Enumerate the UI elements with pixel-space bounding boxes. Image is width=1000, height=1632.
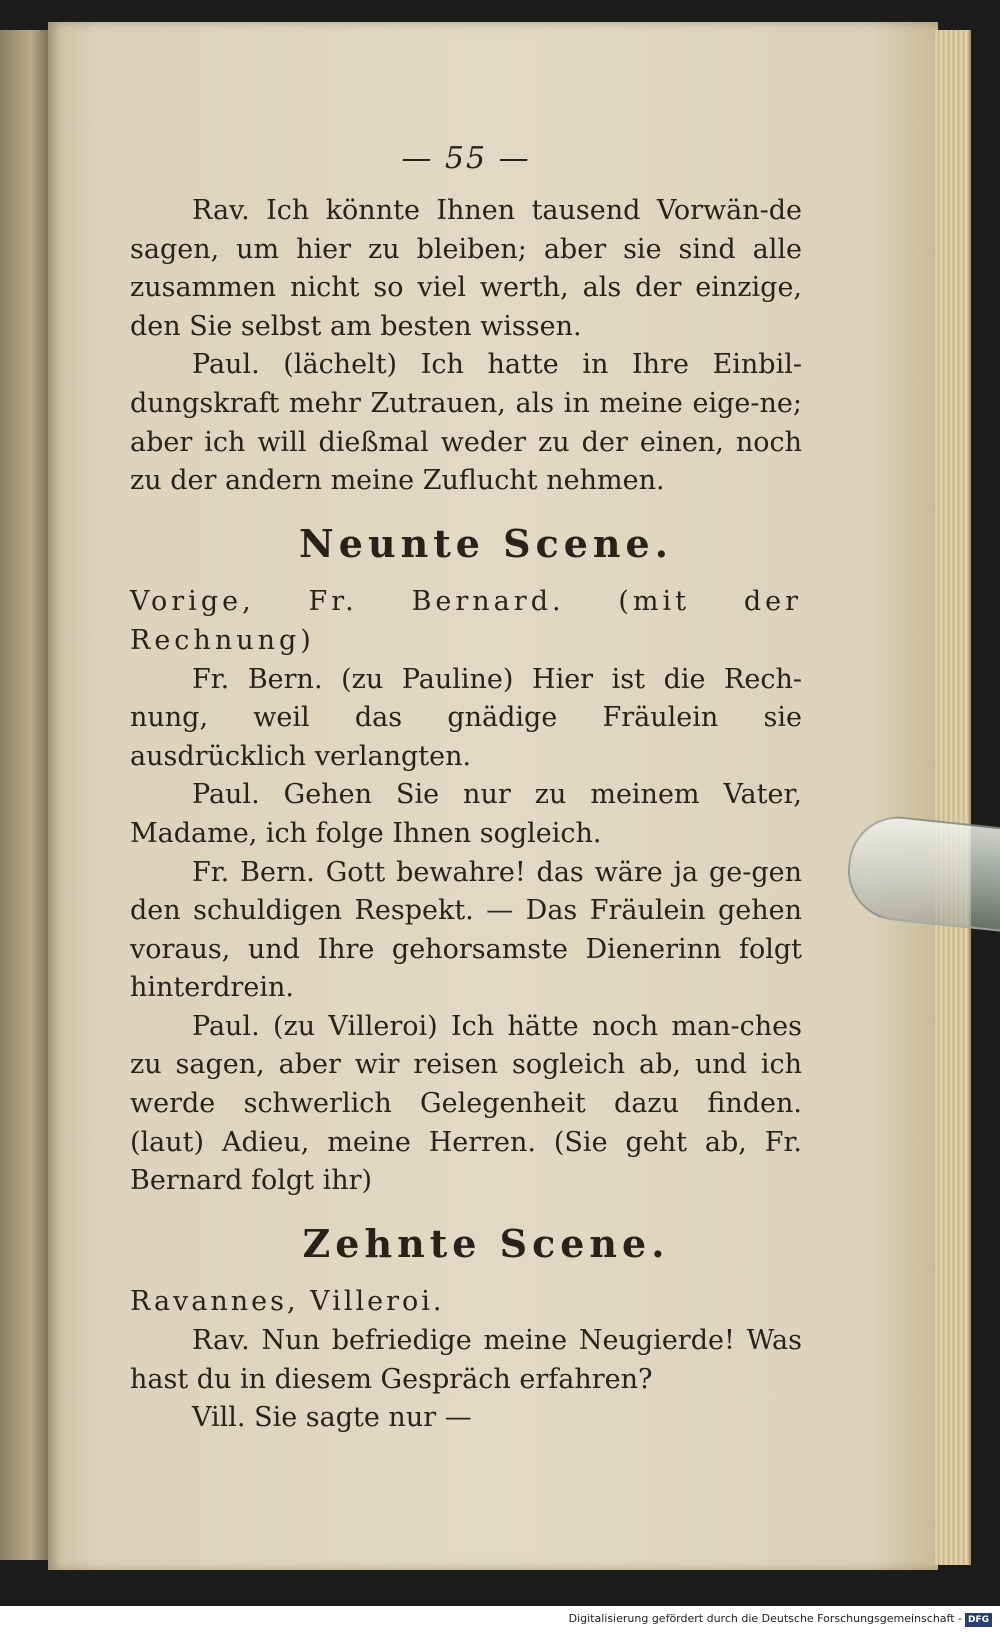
cast-line: Ravannes, Villeroi. (130, 1286, 445, 1318)
paragraph: Rav. Ich könnte Ihnen tausend Vorwän-de sagen, um hier zu bleiben; aber sie sind alle zusammen nicht so viel werth, als der einzige, den Sie selbst am besten wissen. (130, 195, 802, 342)
paragraph: Paul. Gehen Sie nur zu meinem Vater, Madame, ich folge Ihnen sogleich. (130, 779, 802, 849)
paragraph: Rav. Nun befriedige meine Neugierde! Was hast du in diesem Gespräch erfahren? (130, 1325, 802, 1395)
paragraph: Fr. Bern. (zu Pauline) Hier ist die Rech-nung, weil das gnädige Fräulein sie ausdrücklich verlangten. (130, 663, 802, 772)
page-text (130, 140, 802, 1438)
page-number: — 55 — (401, 141, 531, 176)
paragraph: Vill. Sie sagte nur — (192, 1402, 472, 1434)
footer-credit (0, 1606, 1000, 1632)
page-stack-edge (935, 30, 971, 1565)
scene-heading: Zehnte Scene. (302, 1220, 670, 1266)
paragraph: Fr. Bern. Gott bewahre! das wäre ja ge-gen den schuldigen Respekt. — Das Fräulein gehen voraus, und Ihre gehorsamste Dienerinn folgt hinterdrein. (130, 856, 802, 1004)
footer-text: Digitalisierung gefördert durch die Deutsche Forschungsgemeinschaft - (568, 1612, 962, 1625)
cast-line: Vorige, Fr. Bernard. (mit der Rechnung) (130, 586, 802, 656)
left-page-edge (0, 30, 52, 1560)
dfg-logo: DFG (965, 1613, 992, 1627)
scene-heading: Neunte Scene. (299, 520, 673, 566)
paragraph: Paul. (lächelt) Ich hatte in Ihre Einbil-dungskraft mehr Zutrauen, als in meine eige-ne; aber ich will dießmal weder zu der einen, noch zu der andern meine Zuflucht nehmen. (130, 349, 802, 497)
paragraph: Paul. (zu Villeroi) Ich hätte noch man-ches zu sagen, aber wir reisen sogleich ab, und ich werde schwerlich Gelegenheit dazu finden. (laut) Adieu, meine Herren. (Sie geht ab, Fr. Bernard folgt ihr) (130, 1010, 802, 1197)
